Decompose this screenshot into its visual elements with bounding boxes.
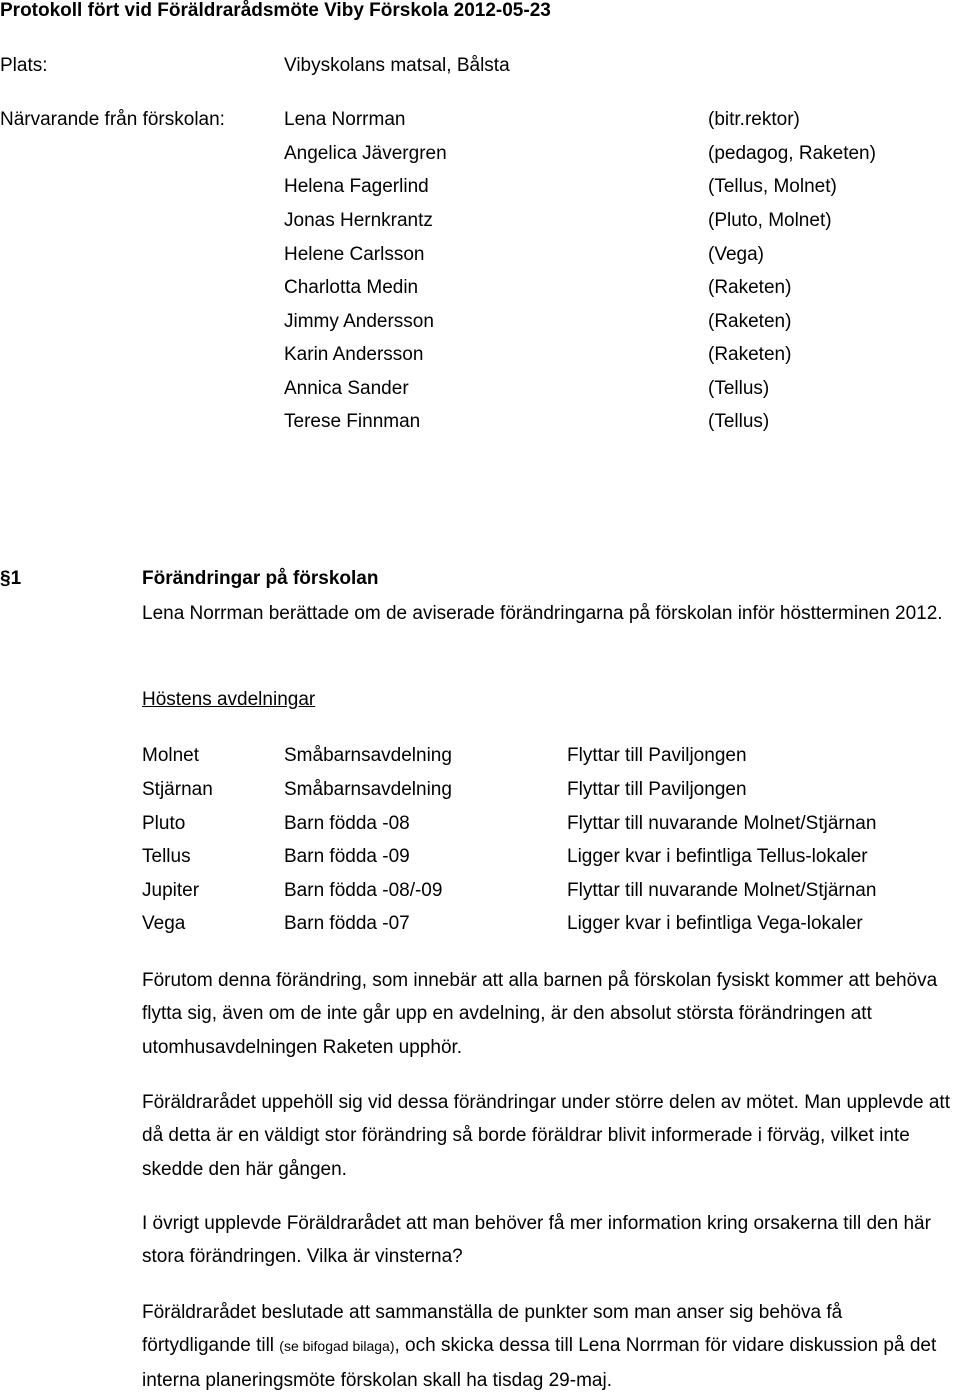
group-note: Flyttar till nuvarande Molnet/Stjärnan <box>567 880 877 901</box>
attendee-role: (Tellus) <box>708 411 770 432</box>
attendee-role: (bitr.rektor) <box>708 109 800 130</box>
subheading-autumn-groups: Höstens avdelningar <box>142 689 316 710</box>
group-type: Barn födda -07 <box>284 913 410 934</box>
group-type: Småbarnsavdelning <box>284 779 452 800</box>
attendee-name: Charlotta Medin <box>284 277 419 298</box>
place-value: Vibyskolans matsal, Bålsta <box>284 55 510 76</box>
attendee-name: Lena Norrman <box>284 109 406 130</box>
group-type: Småbarnsavdelning <box>284 745 452 766</box>
group-note: Flyttar till nuvarande Molnet/Stjärnan <box>567 813 877 834</box>
group-name: Stjärnan <box>142 779 213 800</box>
attendee-name: Annica Sander <box>284 378 409 399</box>
attendee-role: (Pluto, Molnet) <box>708 210 832 231</box>
paragraph-change-summary: Förutom denna förändring, som innebär att alla barnen på förskolan fysiskt kommer att behöva flytta sig, även om de inte går upp en avdelning, är den absolut största förändringen att utomhusavdelningen Raketen upphör. <box>142 970 938 1058</box>
section-sign-icon: § <box>0 568 11 589</box>
attendee-name: Terese Finnman <box>284 411 421 432</box>
section-number: §1 <box>0 568 22 589</box>
attendee-role: (Raketen) <box>708 344 792 365</box>
attendee-role: (Raketen) <box>708 311 792 332</box>
section-title: Förändringar på förskolan <box>142 568 379 589</box>
place-label: Plats: <box>0 55 48 76</box>
group-note: Flyttar till Paviljongen <box>567 779 747 800</box>
group-note: Ligger kvar i befintliga Tellus-lokaler <box>567 846 868 867</box>
attendee-name: Jimmy Andersson <box>284 311 434 332</box>
attendee-role: (Raketen) <box>708 277 792 298</box>
paragraph-information-need: I övrigt upplevde Föräldrarådet att man behöver få mer information kring orsakerna till den här stora förändringen. Vilka är vinsterna? <box>142 1213 931 1268</box>
attendee-role: (pedagog, Raketen) <box>708 143 876 164</box>
paragraph-decision: Föräldrarådet beslutade att sammanställa de punkter som man anser sig behöva få förtydligande till (se bifogad bilaga), och skicka dessa till Lena Norrman för vidare diskussion på det interna planeringsmöte förskolan skall ha tisdag 29-maj. <box>142 1302 937 1391</box>
attendee-role: (Tellus, Molnet) <box>708 176 837 197</box>
group-name: Molnet <box>142 745 200 766</box>
group-name: Jupiter <box>142 880 200 901</box>
section-intro: Lena Norrman berättade om de aviserade förändringarna på förskolan inför höstterminen 2012. <box>142 603 943 624</box>
group-type: Barn födda -08/-09 <box>284 880 443 901</box>
group-note: Flyttar till Paviljongen <box>567 745 747 766</box>
document-title: Protokoll fört vid Föräldrarådsmöte Viby Förskola 2012-05-23 <box>0 0 551 21</box>
attendee-role: (Vega) <box>708 244 764 265</box>
group-name: Vega <box>142 913 186 934</box>
paragraph-council-discussion: Föräldrarådet uppehöll sig vid dessa förändringar under större delen av mötet. Man upplevde att då detta är en väldigt stor förändring så borde föräldrar blivit informerade i förväg, vilket inte skedde den här gången. <box>142 1092 950 1180</box>
group-type: Barn födda -08 <box>284 813 410 834</box>
attendee-name: Karin Andersson <box>284 344 424 365</box>
attendees-label: Närvarande från förskolan: <box>0 109 225 130</box>
group-note: Ligger kvar i befintliga Vega-lokaler <box>567 913 863 934</box>
attachment-note: (se bifogad bilaga) <box>279 1338 395 1355</box>
group-name: Tellus <box>142 846 191 867</box>
group-name: Pluto <box>142 813 186 834</box>
attendee-name: Helena Fagerlind <box>284 176 429 197</box>
attendee-role: (Tellus) <box>708 378 770 399</box>
attendee-name: Helene Carlsson <box>284 244 425 265</box>
group-type: Barn födda -09 <box>284 846 410 867</box>
attendee-name: Angelica Jävergren <box>284 143 447 164</box>
attendee-name: Jonas Hernkrantz <box>284 210 433 231</box>
